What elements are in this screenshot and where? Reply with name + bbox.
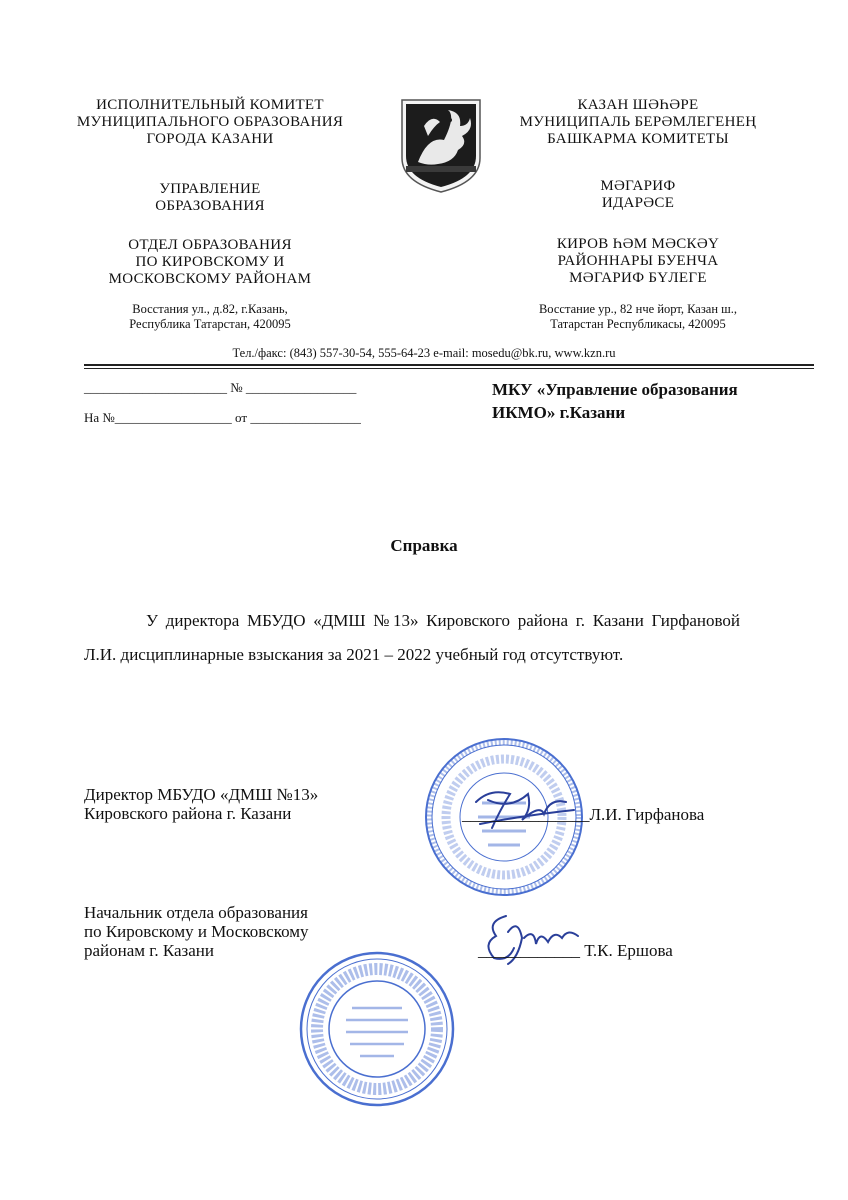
director-position-line1: Директор МБУДО «ДМШ №13» — [84, 785, 319, 804]
header-right-subdept — [468, 236, 808, 287]
header-left-org — [40, 97, 380, 148]
header-right-dept-line1: МӘГАРИФ — [600, 178, 676, 194]
header-right-address — [468, 302, 808, 332]
head-position-line3: районам г. Казани — [84, 941, 214, 960]
header-divider-thick — [84, 364, 814, 366]
header-right-org-line3: БАШКАРМА КОМИТЕТЫ — [547, 131, 729, 147]
header-left-org-line2: МУНИЦИПАЛЬНОГО ОБРАЗОВАНИЯ — [76, 114, 344, 130]
header-right-dept — [468, 178, 808, 212]
header-right-sub-line1: КИРОВ ҺӘМ МӘСКӘҮ — [556, 236, 720, 252]
addressee-line2: ИКМО» г.Казани — [492, 403, 626, 422]
contacts-line: Тел./факс: (843) 557-30-54, 555-64-23 e-mail: mosedu@bk.ru, www.kzn.ru — [232, 346, 616, 360]
document-title: Справка — [390, 536, 458, 555]
header-right-dept-line2: ИДАРӘСЕ — [601, 195, 675, 211]
header-left-org-line1: ИСПОЛНИТЕЛЬНЫЙ КОМИТЕТ — [96, 97, 324, 113]
director-position-line2: Кировского района г. Казани — [84, 804, 292, 823]
header-right-org — [468, 97, 808, 148]
document-body: У директора МБУДО «ДМШ №13» Кировского района г. Казани Гирфановой Л.И. дисциплинарные взыскания за 2021 – 2022 учебный год отсутствуют. — [84, 611, 740, 664]
addressee-line1: МКУ «Управление образования — [492, 380, 738, 399]
header-divider-thin — [84, 368, 814, 369]
outgoing-reference-line: ______________________ № _________________ — [84, 380, 357, 395]
header-left-sub-line2: ПО КИРОВСКОМУ И — [135, 254, 285, 270]
header-left-addr-line2: Республика Татарстан, 420095 — [129, 317, 291, 331]
header-right-sub-line2: РАЙОННАРЫ БУЕНЧА — [557, 253, 719, 269]
director-position — [84, 785, 318, 823]
addressee — [492, 378, 792, 424]
department-seal-stamp — [298, 950, 456, 1108]
director-name: _______________Л.И. Гирфанова — [462, 805, 705, 824]
incoming-reference-line: На №__________________ от _________________ — [84, 410, 361, 425]
header-left-dept-line1: УПРАВЛЕНИЕ — [159, 181, 261, 197]
header-right-org-line1: КАЗАН ШӘҺӘРЕ — [577, 97, 699, 113]
head-name: ____________ Т.К. Ершова — [478, 941, 673, 960]
header-left-address — [40, 302, 380, 332]
head-position-line1: Начальник отдела образования — [84, 903, 308, 922]
header-right-org-line2: МУНИЦИПАЛЬ БЕРӘМЛЕГЕНЕҢ — [519, 114, 757, 130]
header-right-addr-line1: Восстание ур., 82 нче йорт, Казан ш., — [538, 302, 738, 316]
header-left-dept — [40, 181, 380, 215]
head-position-line2: по Кировскому и Московскому — [84, 922, 309, 941]
header-right-addr-line2: Татарстан Республикасы, 420095 — [550, 317, 726, 331]
header-left-org-line3: ГОРОДА КАЗАНИ — [146, 131, 274, 147]
header-left-subdept — [40, 237, 380, 288]
header-left-sub-line3: МОСКОВСКОМУ РАЙОНАМ — [108, 271, 312, 287]
header-right-sub-line3: МӘГАРИФ БҮЛЕГЕ — [569, 270, 707, 286]
header-left-addr-line1: Восстания ул., д.82, г.Казань, — [132, 302, 288, 316]
header-left-dept-line2: ОБРАЗОВАНИЯ — [155, 198, 265, 214]
head-position — [84, 903, 309, 960]
header-left-sub-line1: ОТДЕЛ ОБРАЗОВАНИЯ — [128, 237, 292, 253]
